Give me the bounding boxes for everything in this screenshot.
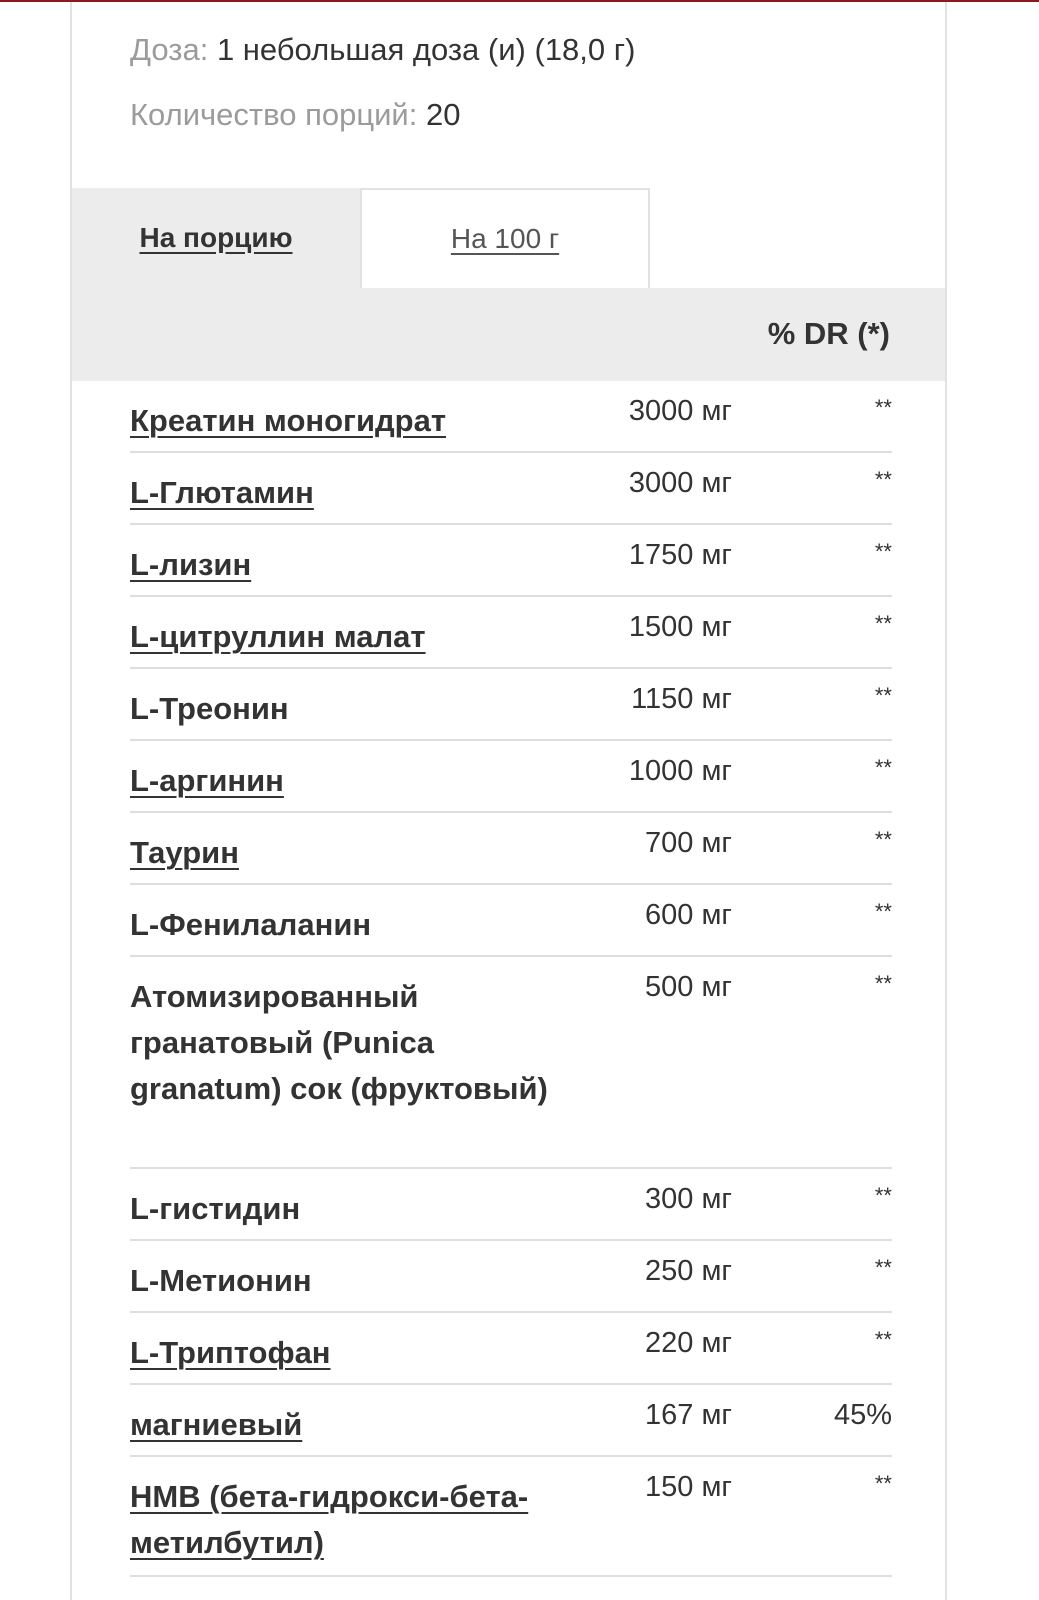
nutrient-amount: 220 мг xyxy=(645,1327,732,1359)
nutrient-amount: 300 мг xyxy=(645,1183,732,1215)
nutrient-name-link[interactable]: L-Триптофан xyxy=(130,1335,331,1370)
nutrient-name: L-Треонин xyxy=(130,691,289,726)
table-row xyxy=(130,813,892,885)
dose-info xyxy=(130,32,635,68)
tab-per-100g-label: На 100 г xyxy=(450,223,560,254)
table-header xyxy=(72,288,945,381)
nutrient-dr: ** xyxy=(874,395,892,420)
table-row xyxy=(130,1457,892,1577)
nutrient-name-link[interactable]: L-цитруллин малат xyxy=(130,619,426,654)
nutrient-amount: 1750 мг xyxy=(628,539,732,571)
nutrient-name-link[interactable]: L-лизин xyxy=(130,547,252,582)
nutrient-name-link[interactable]: L-аргинин xyxy=(130,763,284,798)
table-row xyxy=(130,597,892,669)
nutrient-amount: 700 мг xyxy=(645,827,732,859)
nutrient-name-link[interactable]: Креатин моногидрат xyxy=(130,403,447,438)
nutrient-name: L-Фенилаланин xyxy=(130,907,372,942)
nutrient-dr: ** xyxy=(874,1471,892,1496)
nutrition-card xyxy=(70,2,947,1600)
nutrient-name-link[interactable]: магниевый xyxy=(130,1407,303,1442)
dose-value: 1 небольшая доза (и) (18,0 г) xyxy=(216,32,636,67)
table-row xyxy=(130,885,892,957)
nutrient-dr: ** xyxy=(874,899,892,924)
nutrient-dr: 45% xyxy=(833,1399,892,1431)
nutrient-dr: ** xyxy=(874,1255,892,1280)
table-row xyxy=(130,453,892,525)
nutrient-amount: 150 мг xyxy=(645,1471,732,1503)
nutrient-dr: ** xyxy=(874,1183,892,1208)
nutrient-name-link[interactable]: L-Глютамин xyxy=(130,475,314,510)
nutrient-name-link[interactable]: HMB (бета-гидрокси-бета-метилбутил) xyxy=(130,1479,529,1560)
nutrient-dr: ** xyxy=(874,683,892,708)
tabs-spacer xyxy=(650,188,945,288)
nutrient-amount: 167 мг xyxy=(645,1399,732,1431)
servings-value: 20 xyxy=(425,97,461,132)
tab-per-serving[interactable] xyxy=(72,188,360,288)
tab-per-100g[interactable] xyxy=(360,188,650,288)
nutrient-dr: ** xyxy=(874,755,892,780)
nutrient-amount: 1500 мг xyxy=(628,611,732,643)
table-row xyxy=(130,741,892,813)
table-row xyxy=(130,1313,892,1385)
nutrient-dr: ** xyxy=(874,971,892,996)
nutrient-dr: ** xyxy=(874,611,892,636)
nutrient-dr: ** xyxy=(874,827,892,852)
table-row xyxy=(130,957,892,1169)
tab-per-serving-label: На порцию xyxy=(139,222,293,253)
table-row xyxy=(130,1241,892,1313)
nutrient-amount: 3000 мг xyxy=(628,467,732,499)
nutrient-amount: 1000 мг xyxy=(628,755,732,787)
nutrient-amount: 250 мг xyxy=(645,1255,732,1287)
nutrient-amount: 600 мг xyxy=(645,899,732,931)
nutrient-amount: 1150 мг xyxy=(631,683,732,715)
dose-label: Доза: xyxy=(130,32,209,67)
nutrient-name: L-Метионин xyxy=(130,1263,312,1298)
servings-label: Количество порций: xyxy=(130,97,418,132)
servings-info xyxy=(130,97,460,133)
nutrient-dr: ** xyxy=(874,467,892,492)
nutrient-dr: ** xyxy=(874,1327,892,1352)
nutrient-dr: ** xyxy=(874,539,892,564)
table-row xyxy=(130,525,892,597)
table-row xyxy=(130,1169,892,1241)
table-row xyxy=(130,669,892,741)
nutrition-tabs xyxy=(72,188,945,288)
nutrient-name: Атомизированный гранатовый (Punica granatum) сок (фруктовый) xyxy=(130,979,548,1106)
nutrient-name: L-гистидин xyxy=(130,1191,301,1226)
nutrient-table xyxy=(130,381,892,1577)
nutrient-amount: 500 мг xyxy=(645,971,732,1003)
table-row xyxy=(130,381,892,453)
dr-column-header: % DR (*) xyxy=(767,316,890,351)
nutrient-amount: 3000 мг xyxy=(628,395,732,427)
table-row xyxy=(130,1385,892,1457)
nutrient-name-link[interactable]: Таурин xyxy=(130,835,239,870)
